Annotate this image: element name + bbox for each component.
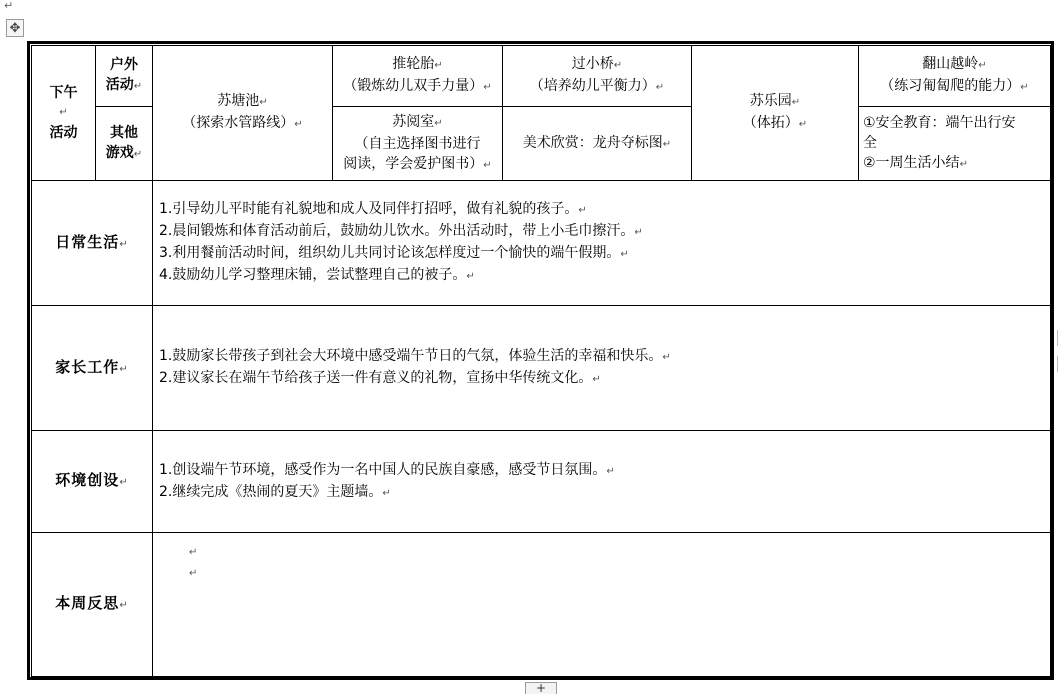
activity-suleyuan[interactable]: 苏乐园↵ （体拓）↵ bbox=[692, 46, 859, 181]
add-row-button[interactable]: + bbox=[525, 682, 557, 694]
table-move-handle-icon[interactable] bbox=[6, 19, 24, 37]
list-item: 2.晨间锻炼和体育活动前后，鼓励幼儿饮水。外出活动时，带上小毛巾擦汗。↵ bbox=[159, 223, 643, 239]
daily-life-label: 日常生活↵ bbox=[32, 181, 153, 306]
list-item: 1.创设端午节环境，感受作为一名中国人的民族自豪感，感受节日氛围。↵ bbox=[159, 461, 615, 478]
activity-art-appreciation[interactable]: 美术欣赏：龙舟夺标图↵ bbox=[503, 107, 692, 181]
weekly-plan-table bbox=[31, 45, 1051, 677]
right-margin-marker bbox=[1057, 356, 1062, 372]
afternoon-activity-label: 下午 ↵ 活动 bbox=[32, 46, 96, 181]
activity-guoxiaoqiao[interactable]: 过小桥↵ （培养幼儿平衡力）↵ bbox=[503, 46, 692, 107]
activity-suyueshi[interactable]: 苏阅室↵ （自主选择图书进行 阅读，学会爱护图书）↵ bbox=[333, 107, 503, 181]
environment-label: 环境创设↵ bbox=[32, 431, 153, 533]
right-margin-marker bbox=[1057, 330, 1062, 346]
activity-fanshan[interactable]: 翻山越岭↵ （练习匍匐爬的能力）↵ bbox=[859, 46, 1051, 107]
outdoor-activity-label: 户外 活动↵ bbox=[96, 46, 153, 107]
list-item: 2.继续完成《热闹的夏天》主题墙。↵ bbox=[159, 483, 391, 500]
list-item: 3.利用餐前活动时间，组织幼儿共同讨论该怎样度过一个愉快的端午假期。↵ bbox=[159, 245, 629, 261]
daily-life-content[interactable] bbox=[153, 181, 1051, 306]
paragraph-mark: ↵ bbox=[189, 568, 198, 579]
paragraph-mark: ↵ bbox=[189, 547, 198, 558]
reflection-content[interactable] bbox=[153, 533, 1051, 677]
activity-tuiluntai[interactable]: 推轮胎↵ （锻炼幼儿双手力量）↵ bbox=[333, 46, 503, 107]
list-item: 2.建议家长在端午节给孩子送一件有意义的礼物，宣扬中华传统文化。↵ bbox=[159, 370, 601, 386]
list-item: 4.鼓励幼儿学习整理床铺，尝试整理自己的被子。↵ bbox=[159, 267, 475, 283]
parents-work-content[interactable] bbox=[153, 306, 1051, 431]
paragraph-mark: ↵ bbox=[4, 0, 14, 12]
reflection-label: 本周反思↵ bbox=[32, 533, 153, 677]
activity-sutangchi[interactable]: 苏塘池↵ （探索水管路线）↵ bbox=[153, 46, 333, 181]
environment-content[interactable] bbox=[153, 431, 1051, 533]
list-item: 1.鼓励家长带孩子到社会大环境中感受端午节日的气氛，体验生活的幸福和快乐。↵ bbox=[159, 348, 671, 364]
parents-work-label: 家长工作↵ bbox=[32, 306, 153, 431]
paragraph-mark: ↵ bbox=[59, 107, 68, 118]
move-arrows-icon: ✥ bbox=[9, 20, 21, 36]
list-item: 1.引导幼儿平时能有礼貌地和成人及同伴打招呼，做有礼貌的孩子。↵ bbox=[159, 201, 587, 217]
activity-safety-education[interactable]: ①安全教育：端午出行安 全 ②一周生活小结↵ bbox=[859, 107, 1051, 181]
other-games-label: 其他 游戏↵ bbox=[96, 107, 153, 181]
